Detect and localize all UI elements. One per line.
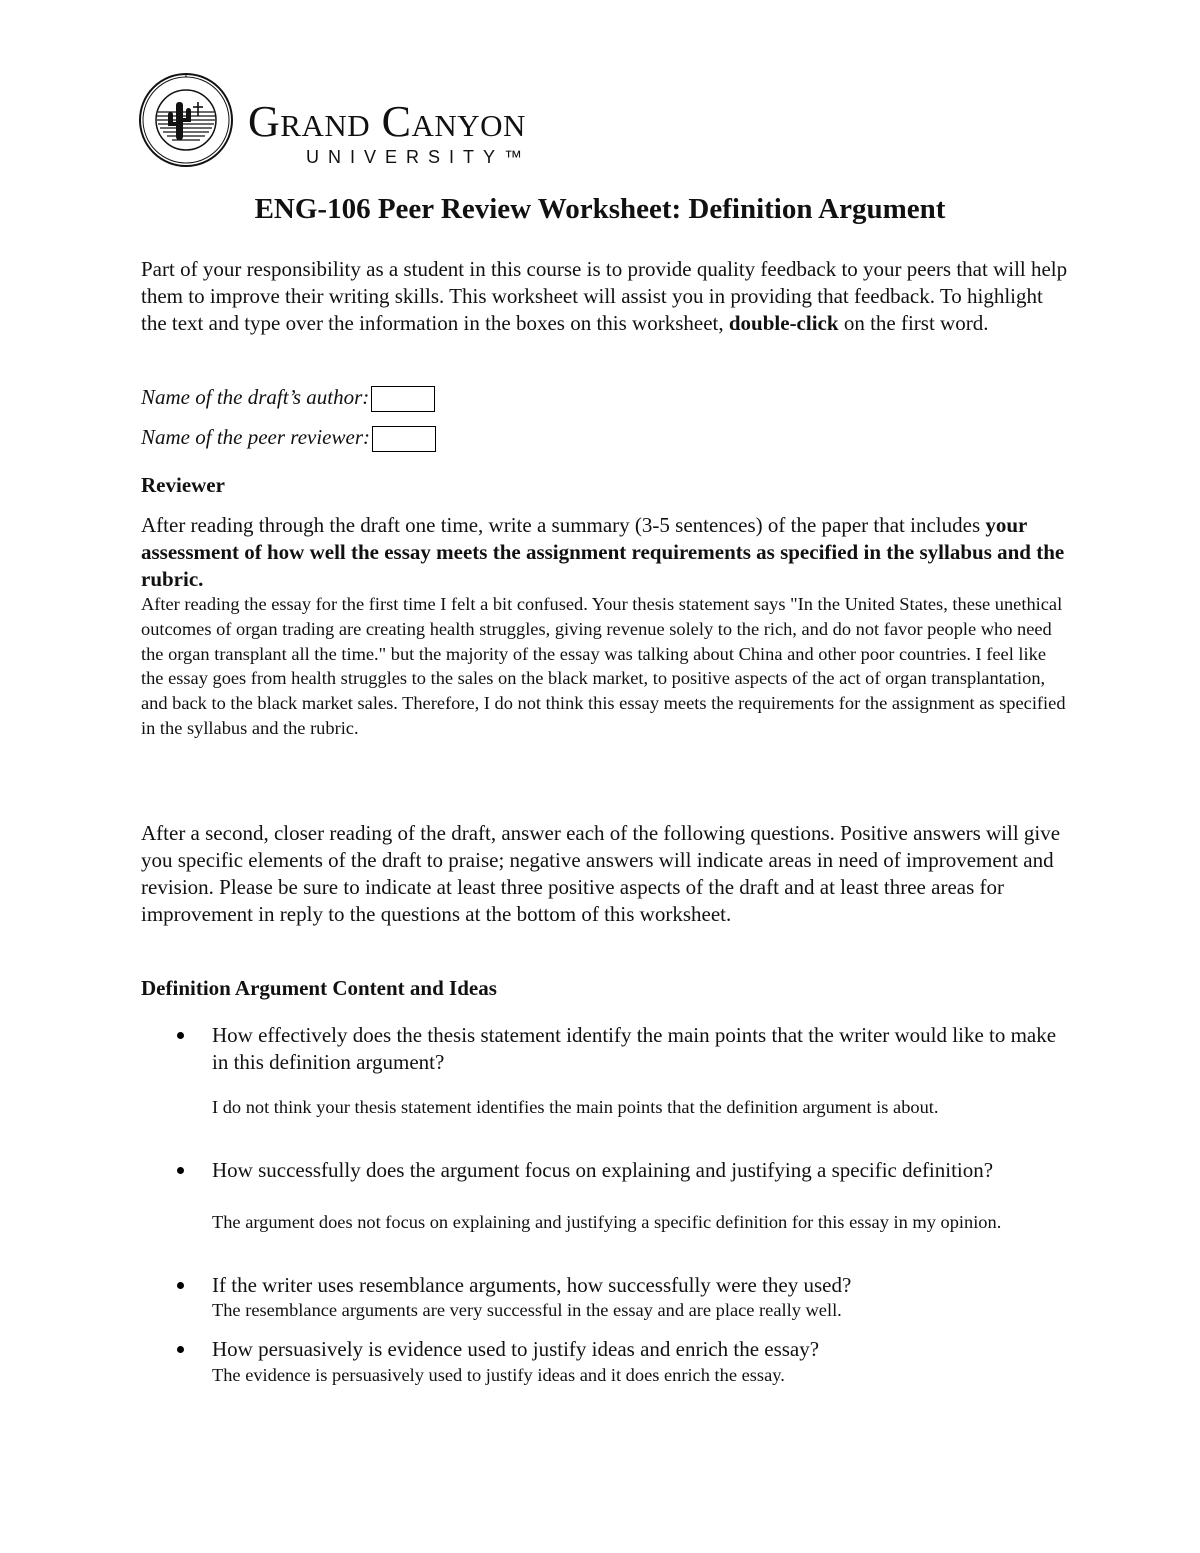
bullet-icon	[177, 1282, 184, 1289]
content-heading: Definition Argument Content and Ideas	[141, 976, 497, 1000]
question-text: How effectively does the thesis statement identify the main points that the writer would like to make in this definition argument?	[212, 1023, 1057, 1074]
answer-text[interactable]: The resemblance arguments are very successful in the essay and are place really well.	[212, 1300, 842, 1320]
reviewer-field-row	[141, 422, 436, 452]
reviewer-label: Name of the peer reviewer:	[141, 425, 370, 449]
answer-text[interactable]: The evidence is persuasively used to justify ideas and it does enrich the essay.	[212, 1365, 785, 1385]
bullet-icon	[177, 1346, 184, 1353]
author-input[interactable]	[371, 386, 435, 412]
author-label: Name of the draft’s author:	[141, 385, 370, 409]
bullet-icon	[177, 1167, 184, 1174]
answer-text[interactable]: The argument does not focus on explaining and justifying a specific definition for this essay in my opinion.	[212, 1212, 1002, 1232]
university-seal-icon	[138, 72, 234, 168]
intro-text-end: on the first word.	[838, 311, 989, 335]
reviewer-prompt-bold: your assessment of how well the essay meets the assignment requirements as specified in the syllabus and the rubric.	[141, 513, 1065, 591]
bullet-icon	[177, 1032, 184, 1039]
reviewer-summary[interactable]: After reading the essay for the first time I felt a bit confused. Your thesis statement says "In the United States, these unethical outcomes of organ trading are creating health struggles, giving revenue solely to the rich, and do not favor people who need the organ transplant all the time." but the majority of the essay was talking about China and other poor countries. I feel like the essay goes from health struggles to the sales on the black market, to positive aspects of the act of organ transplantation, and back to the black market sales. Therefore, I do not think this essay meets the requirements for the assignment as specified in the syllabus and the rubric.	[141, 594, 1066, 738]
question-text: How successfully does the argument focus on explaining and justifying a specific definition?	[212, 1158, 994, 1182]
question-text: If the writer uses resemblance arguments, how successfully were they used?	[212, 1273, 852, 1297]
page-title: ENG-106 Peer Review Worksheet: Definition Argument	[254, 193, 946, 225]
reviewer-input[interactable]	[372, 426, 436, 452]
reviewer-prompt-text: After reading through the draft one time, write a summary (3-5 sentences) of the paper that includes	[141, 513, 986, 537]
intro-paragraph	[141, 256, 1071, 337]
reviewer-heading: Reviewer	[141, 473, 225, 497]
reviewer-prompt	[141, 512, 1071, 593]
second-reading-paragraph: After a second, closer reading of the draft, answer each of the following questions. Positive answers will give you specific elements of the draft to praise; negative answers will indicate areas in need of improvement and revision. Please be sure to indicate at least three positive aspects of the draft and at least three areas for improvement in reply to the questions at the bottom of this worksheet.	[141, 821, 1061, 926]
author-field-row	[141, 382, 435, 412]
question-text: How persuasively is evidence used to justify ideas and enrich the essay?	[212, 1337, 820, 1361]
brand-name: Grand Canyon	[248, 97, 526, 146]
university-logo	[138, 72, 598, 168]
intro-text: Part of your responsibility as a student in this course is to provide quality feedback to your peers that will help them to improve their writing skills. This worksheet will assist you in providing that feedback. To highlight the text and type over the information in the boxes on this worksheet,	[141, 257, 1068, 335]
answer-text[interactable]: I do not think your thesis statement identifies the main points that the definition argument is about.	[212, 1097, 939, 1117]
brand-subtitle: UNIVERSITY™	[306, 147, 532, 167]
intro-bold: double-click	[728, 311, 839, 335]
